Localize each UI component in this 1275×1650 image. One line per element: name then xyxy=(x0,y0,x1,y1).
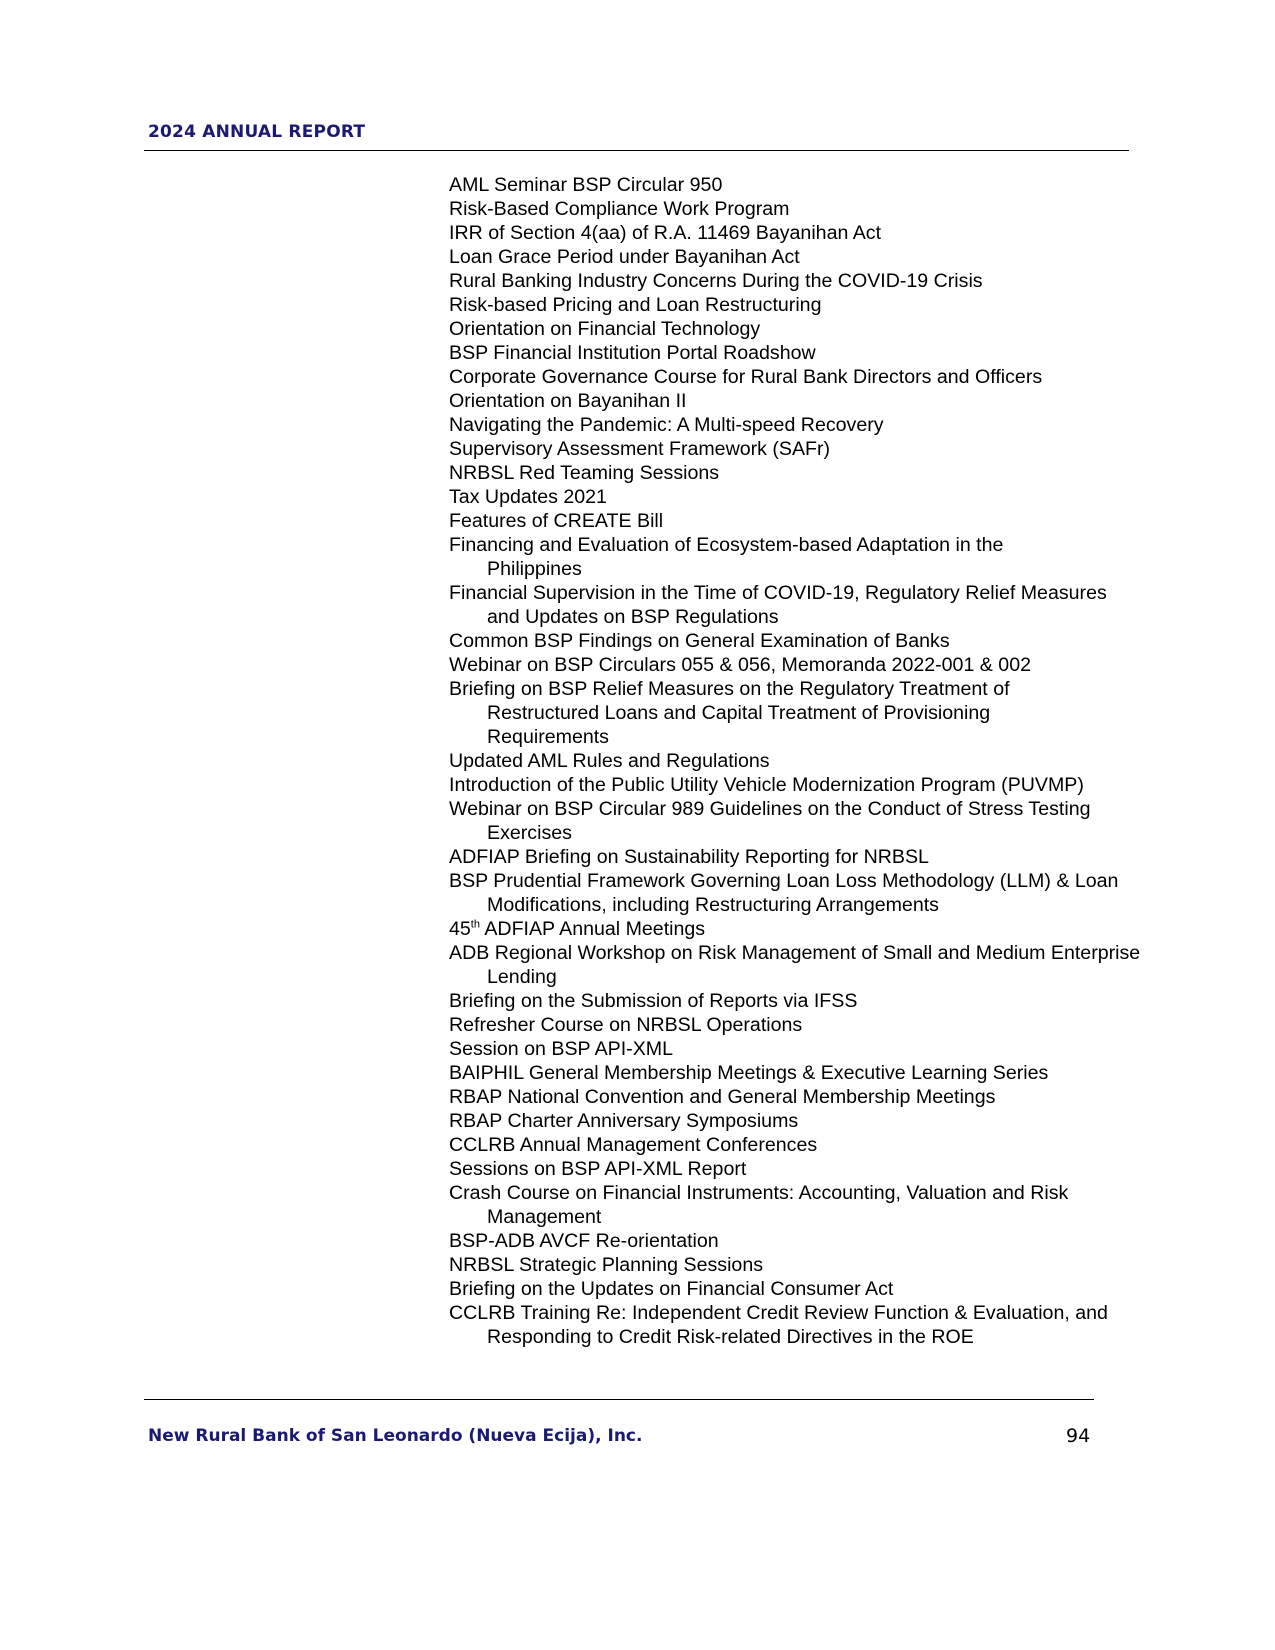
list-item: Features of CREATE Bill xyxy=(449,510,664,532)
list-item: Briefing on the Updates on Financial Consumer Act xyxy=(449,1278,894,1300)
list-item: BAIPHIL General Membership Meetings & Executive Learning Series xyxy=(449,1062,1049,1084)
report-title: 2024 ANNUAL REPORT xyxy=(148,122,366,142)
list-item: Sessions on BSP API-XML Report xyxy=(449,1158,747,1180)
list-item: AML Seminar BSP Circular 950 xyxy=(449,174,723,196)
list-item: Briefing on the Submission of Reports via IFSS xyxy=(449,990,858,1012)
list-item: Crash Course on Financial Instruments: Accounting, Valuation and Risk Management xyxy=(449,1182,1069,1228)
list-item: BSP Financial Institution Portal Roadshow xyxy=(449,342,816,364)
list-item: CCLRB Training Re: Independent Credit Review Function & Evaluation, and Responding to Credit Risk-related Directives in the ROE xyxy=(449,1302,1108,1348)
list-item: Updated AML Rules and Regulations xyxy=(449,750,770,772)
list-item: Briefing on BSP Relief Measures on the Regulatory Treatment of Restructured Loans and Capital Treatment of Provisioning Requirements xyxy=(449,678,1010,748)
list-item: CCLRB Annual Management Conferences xyxy=(449,1134,818,1156)
list-item: Refresher Course on NRBSL Operations xyxy=(449,1014,803,1036)
list-item: NRBSL Strategic Planning Sessions xyxy=(449,1254,764,1276)
list-item: Financing and Evaluation of Ecosystem-based Adaptation in the Philippines xyxy=(449,534,1004,580)
list-item: Navigating the Pandemic: A Multi-speed Recovery xyxy=(449,414,884,436)
list-item: Webinar on BSP Circulars 055 & 056, Memoranda 2022-001 & 002 xyxy=(449,654,1031,676)
list-item: RBAP National Convention and General Membership Meetings xyxy=(449,1086,996,1108)
list-item: Risk-Based Compliance Work Program xyxy=(449,198,790,220)
ordinal-suffix: th xyxy=(470,918,480,931)
list-item: Loan Grace Period under Bayanihan Act xyxy=(449,246,800,268)
meeting-name: ADFIAP Annual Meetings xyxy=(484,918,706,940)
list-item xyxy=(449,917,1159,941)
list-item: Risk-based Pricing and Loan Restructuring xyxy=(449,294,822,316)
ordinal-number: 45 xyxy=(449,918,471,940)
list-item: Orientation on Financial Technology xyxy=(449,318,761,340)
list-item: Session on BSP API-XML xyxy=(449,1038,673,1060)
list-item: Financial Supervision in the Time of COVID-19, Regulatory Relief Measures and Updates on BSP Regulations xyxy=(449,582,1107,628)
footer-divider xyxy=(144,1399,1094,1400)
page-number: 94 xyxy=(1066,1425,1091,1447)
list-item: BSP-ADB AVCF Re-orientation xyxy=(449,1230,719,1252)
list-item: Corporate Governance Course for Rural Bank Directors and Officers xyxy=(449,366,1043,388)
list-item: Webinar on BSP Circular 989 Guidelines on the Conduct of Stress Testing Exercises xyxy=(449,798,1091,844)
list-item: BSP Prudential Framework Governing Loan Loss Methodology (LLM) & Loan Modifications, including Restructuring Arrangements xyxy=(449,870,1119,916)
list-item: ADFIAP Briefing on Sustainability Reporting for NRBSL xyxy=(449,846,929,868)
list-item: Tax Updates 2021 xyxy=(449,486,607,508)
list-item: IRR of Section 4(aa) of R.A. 11469 Bayanihan Act xyxy=(449,222,882,244)
footer-bank-name: New Rural Bank of San Leonardo (Nueva Ecija), Inc. xyxy=(148,1426,643,1446)
list-item: RBAP Charter Anniversary Symposiums xyxy=(449,1110,799,1132)
list-item: ADB Regional Workshop on Risk Management of Small and Medium Enterprise Lending xyxy=(449,942,1141,988)
list-item: NRBSL Red Teaming Sessions xyxy=(449,462,720,484)
list-item: Supervisory Assessment Framework (SAFr) xyxy=(449,438,831,460)
header-divider xyxy=(144,150,1129,151)
list-item: Common BSP Findings on General Examination of Banks xyxy=(449,630,950,652)
training-list xyxy=(449,173,1159,1349)
list-item: Introduction of the Public Utility Vehicle Modernization Program (PUVMP) xyxy=(449,774,1084,796)
list-item: Orientation on Bayanihan II xyxy=(449,390,687,412)
list-item: Rural Banking Industry Concerns During the COVID-19 Crisis xyxy=(449,270,983,292)
